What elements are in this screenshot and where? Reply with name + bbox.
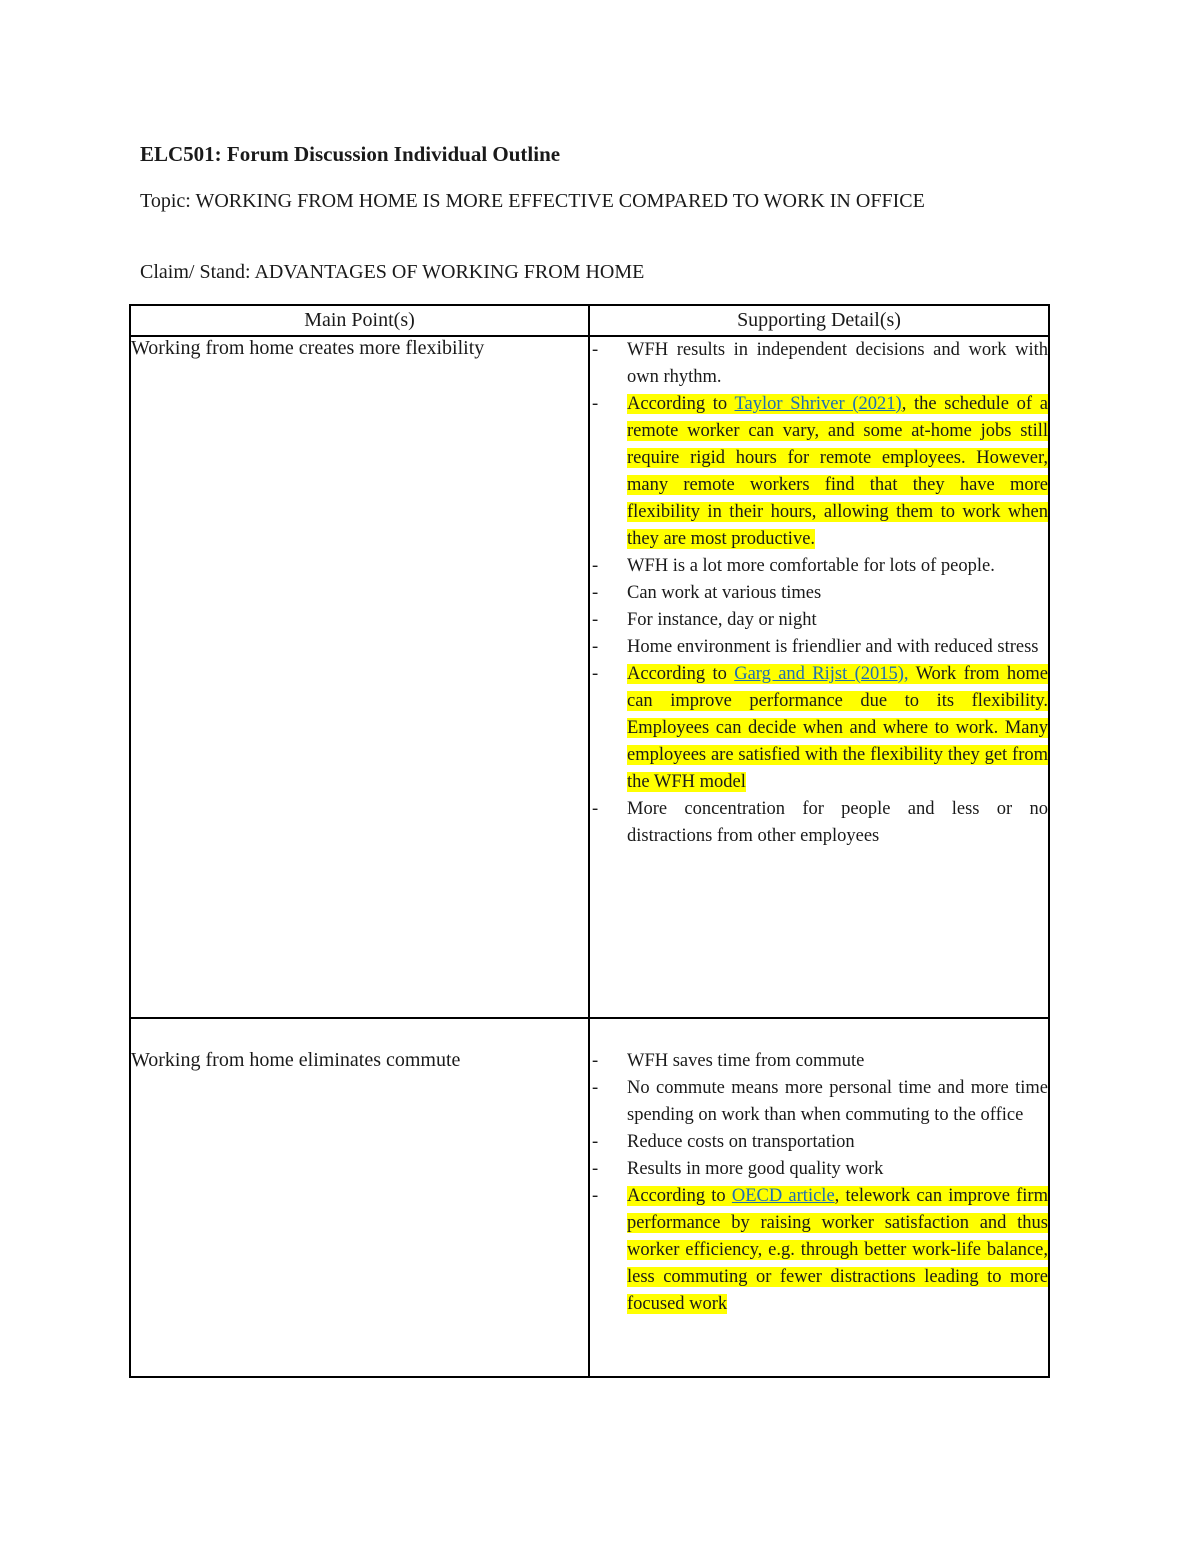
list-item: - Home environment is friendlier and with reduced stress (590, 634, 1048, 661)
list-item: - Results in more good quality work (590, 1156, 1048, 1183)
citation-link-taylor-shriver[interactable]: Taylor Shriver (2021) (734, 394, 902, 414)
supporting-detail-cell (589, 1018, 1049, 1377)
supporting-detail-header: Supporting Detail(s) (589, 305, 1049, 336)
citation-link-oecd-article[interactable]: OECD article (731, 1186, 835, 1206)
list-item (590, 1183, 1048, 1318)
outline-table (129, 304, 1050, 1378)
topic-line: Topic: WORKING FROM HOME IS MORE EFFECTIVE COMPARED TO WORK IN OFFICE (140, 190, 925, 212)
main-point-cell: Working from home eliminates commute (130, 1018, 589, 1377)
bullet-dash: - (592, 610, 599, 630)
main-point-header: Main Point(s) (130, 305, 589, 336)
list-item: - More concentration for people and less or no distractions from other employees (590, 796, 1048, 850)
table-row (130, 1018, 1049, 1377)
highlighted-text: According to Taylor Shriver (2021), the schedule of a remote worker can vary, and some at-home jobs still require rigid hours for remote employees. However, many remote workers find that they have more flexibility in their hours, allowing them to work when they are most productive. (627, 394, 1048, 549)
bullet-dash: - (592, 1132, 599, 1152)
list-item: - WFH saves time from commute (590, 1048, 1048, 1075)
list-item: - WFH is a lot more comfortable for lots of people. (590, 553, 1048, 580)
bullet-dash: - (592, 340, 599, 360)
bullet-dash: - (592, 583, 599, 603)
bullet-dash: - (592, 664, 599, 684)
bullet-dash: - (592, 1186, 599, 1206)
highlighted-text: According to Garg and Rijst (2015), Work from home can improve performance due to its flexibility. Employees can decide when and where to work. Many employees are satisfied with the flexibility they get from the WFH model (627, 664, 1048, 792)
bullet-dash: - (592, 556, 599, 576)
citation-link-garg-rijst[interactable]: Garg and Rijst (2015), (734, 664, 909, 684)
list-item: - No commute means more personal time and more time spending on work than when commuting to the office (590, 1075, 1048, 1129)
bullet-dash: - (592, 637, 599, 657)
list-item: - Reduce costs on transportation (590, 1129, 1048, 1156)
highlighted-text: According to OECD article, telework can improve firm performance by raising worker satisfaction and thus worker efficiency, e.g. through better work-life balance, less commuting or fewer distractions leading to more focused work (627, 1186, 1048, 1314)
bullet-dash: - (592, 1078, 599, 1098)
list-item (590, 391, 1048, 553)
list-item: - WFH results in independent decisions and work with own rhythm. (590, 337, 1048, 391)
document-title: ELC501: Forum Discussion Individual Outline (140, 142, 561, 166)
detail-list (590, 1048, 1048, 1318)
bullet-dash: - (592, 1159, 599, 1179)
claim-line: Claim/ Stand: ADVANTAGES OF WORKING FROM HOME (140, 261, 645, 283)
main-point-cell: Working from home creates more flexibility (130, 336, 589, 1018)
table-row (130, 336, 1049, 1018)
detail-list (590, 337, 1048, 850)
bullet-dash: - (592, 799, 599, 819)
bullet-dash: - (592, 1051, 599, 1071)
list-item (590, 661, 1048, 796)
list-item: - Can work at various times (590, 580, 1048, 607)
list-item: - For instance, day or night (590, 607, 1048, 634)
supporting-detail-cell (589, 336, 1049, 1018)
bullet-dash: - (592, 394, 599, 414)
table-header-row (130, 305, 1049, 336)
